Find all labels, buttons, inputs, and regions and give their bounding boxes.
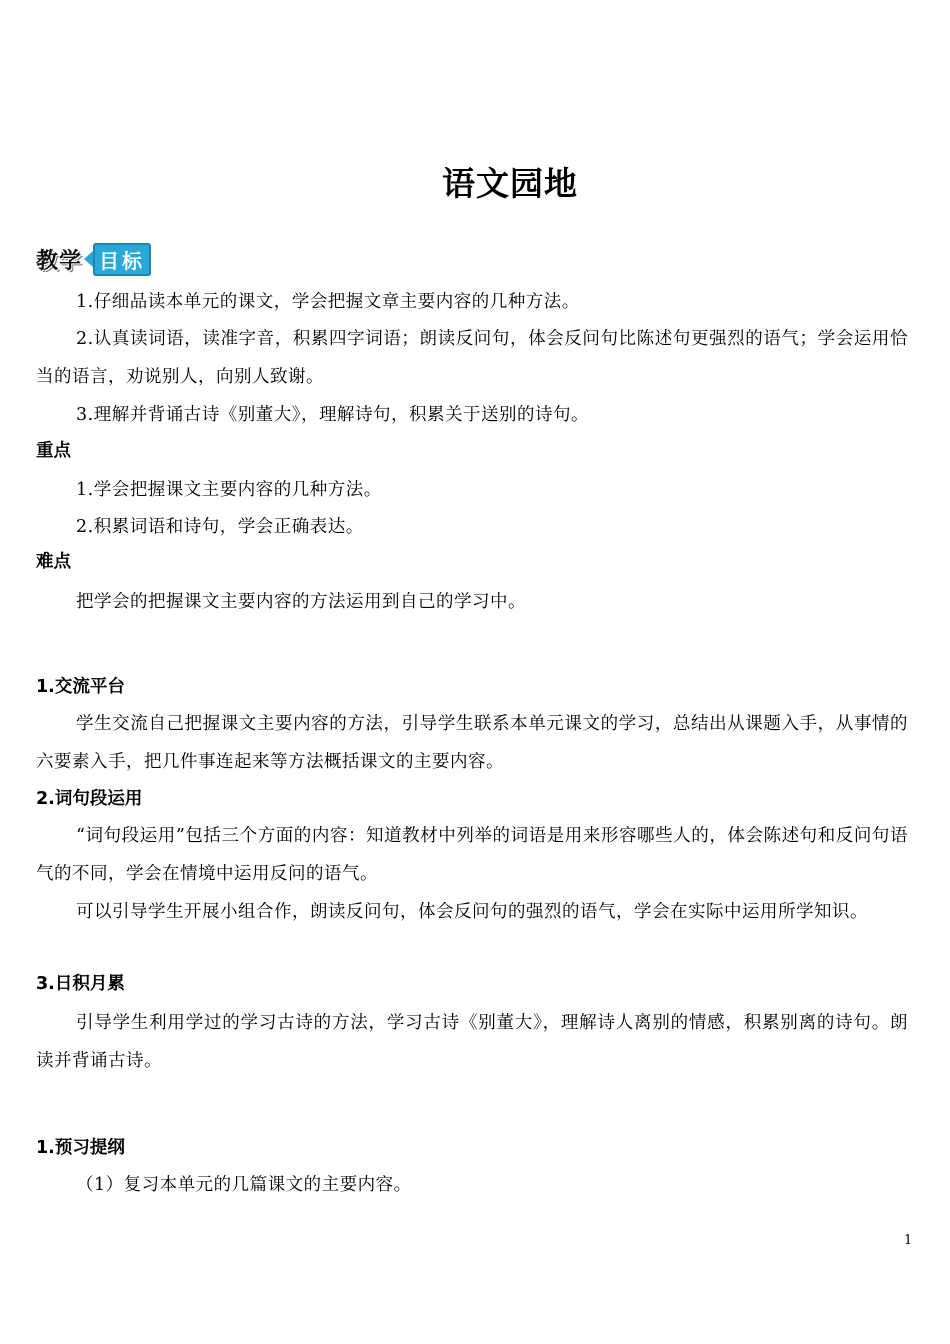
page-number: 1	[904, 1233, 913, 1248]
difficulties-heading: 难点	[36, 552, 71, 572]
teaching-objectives-badge	[36, 240, 151, 278]
difficulty-item: 把学会的把握课文主要内容的方法运用到自己的学习中。	[76, 592, 526, 612]
section-heading: 2.词句段运用	[36, 789, 143, 809]
badge-label-right: 目标	[93, 243, 151, 276]
preview-heading: 1.预习提纲	[36, 1138, 125, 1158]
key-point-item: 1.学会把握课文主要内容的几种方法。	[76, 480, 382, 500]
preview-item: （1）复习本单元的几篇课文的主要内容。	[76, 1175, 412, 1195]
section-paragraph: “词句段运用”包括三个方面的内容：知道教材中列举的词语是用来形容哪些人的，体会陈述句和反问句语气的不同，学会在情境中运用反问的语气。	[36, 826, 908, 884]
section-heading: 3.日积月累	[36, 974, 125, 994]
badge-label-left: 教学	[36, 248, 83, 274]
objective-item: 3.理解并背诵古诗《别董大》，理解诗句，积累关于送别的诗句。	[76, 405, 589, 425]
objective-item: 1.仔细品读本单元的课文，学会把握文章主要内容的几种方法。	[76, 292, 580, 312]
key-point-item: 2.积累词语和诗句，学会正确表达。	[76, 517, 364, 537]
section-heading: 1.交流平台	[36, 677, 125, 697]
section-paragraph: 学生交流自己把握课文主要内容的方法，引导学生联系本单元课文的学习，总结出从课题入手，从事情的六要素入手，把几件事连起来等方法概括课文的主要内容。	[36, 714, 908, 772]
page-title: 语文园地	[442, 164, 578, 203]
section-paragraph: 可以引导学生开展小组合作，朗读反问句，体会反问句的强烈的语气，学会在实际中运用所学知识。	[76, 902, 868, 922]
objective-item: 2.认真读词语，读准字音，积累四字词语；朗读反问句，体会反问句比陈述句更强烈的语气；学会运用恰当的语言，劝说别人，向别人致谢。	[36, 329, 908, 387]
key-points-heading: 重点	[36, 441, 71, 461]
section-paragraph: 引导学生利用学过的学习古诗的方法，学习古诗《别董大》，理解诗人离别的情感，积累别离的诗句。朗读并背诵古诗。	[36, 1013, 908, 1071]
